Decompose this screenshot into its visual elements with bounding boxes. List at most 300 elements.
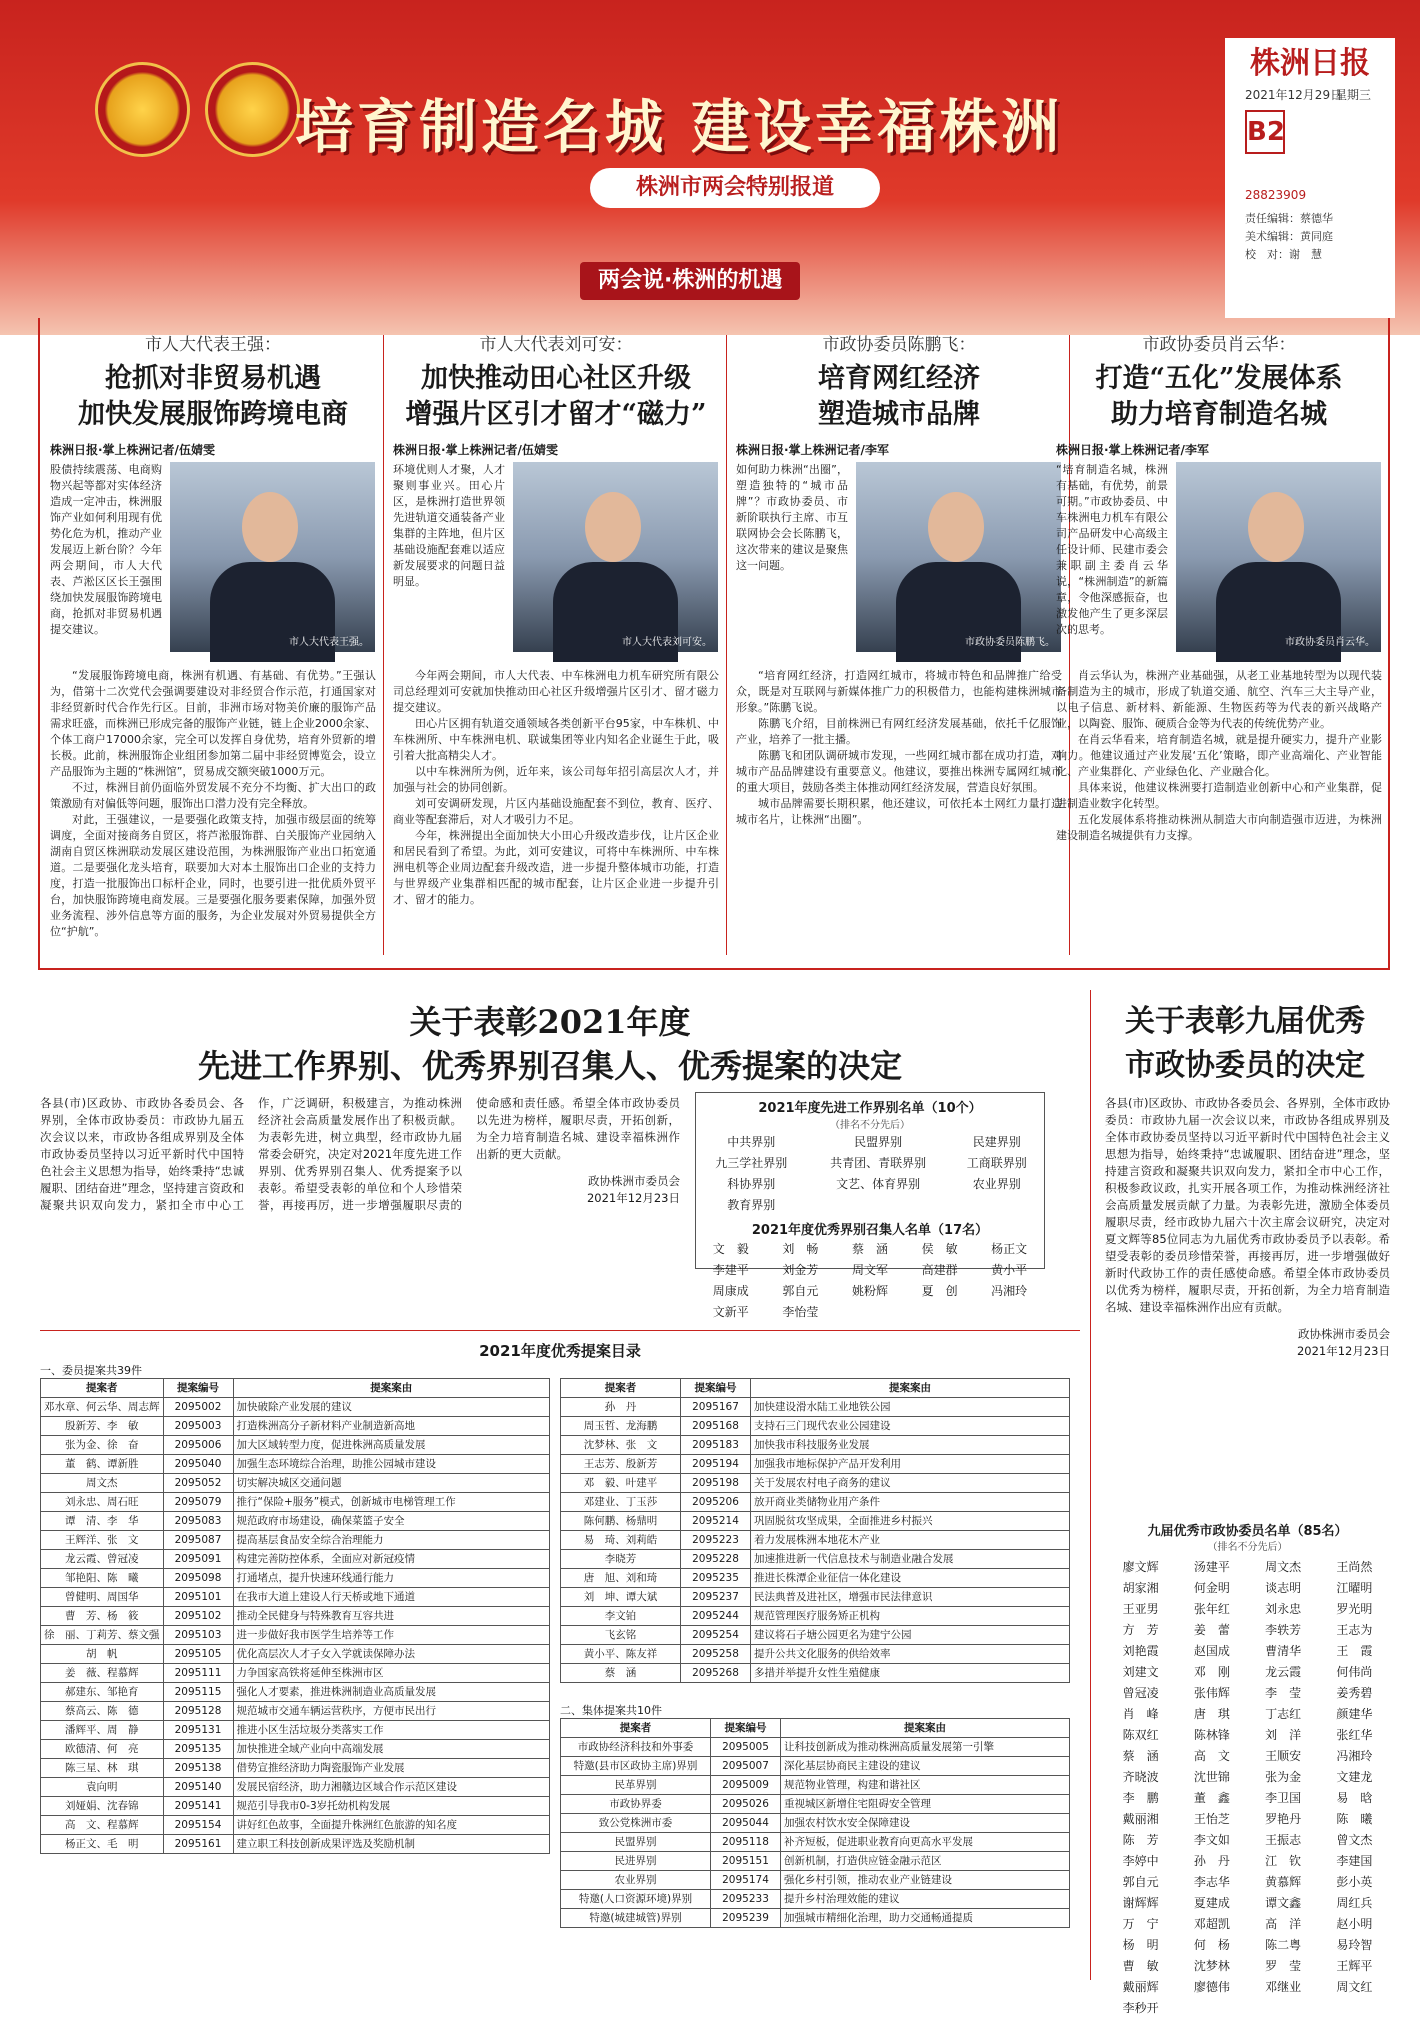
list-1-note: （排名不分先后） <box>830 1120 910 1131</box>
honoree-row-cell: 龙云霞 <box>1265 1665 1302 1679</box>
honoree-row-cell: 李 莹 <box>1265 1686 1302 1700</box>
honoree-row-cell: 罗艳丹 <box>1265 1812 1302 1826</box>
table-row-cell: 2095258 <box>681 1645 751 1664</box>
table-row <box>561 1645 1070 1664</box>
honoree-row-cell: 王尚然 <box>1336 1560 1373 1574</box>
table-row-cell: 支持石三门现代农业公园建设 <box>751 1417 1070 1436</box>
article-byline: 株洲日报·掌上株洲记者/伍婧雯 <box>50 443 215 457</box>
table-row <box>561 1417 1070 1436</box>
honoree-row <box>1105 1787 1390 1808</box>
honoree-row-cell: 李志华 <box>1193 1875 1230 1889</box>
list-1-row <box>696 1131 1044 1152</box>
table-row-cell: 2095151 <box>711 1852 781 1871</box>
table-row-cell: 徐 丽、丁莉芳、蔡文强 <box>41 1626 164 1645</box>
honoree-row-cell: 曹清华 <box>1265 1644 1302 1658</box>
article-kicker: 市政协委员肖云华： <box>1142 335 1296 355</box>
list-1-title: 2021年度先进工作界别名单（10个） <box>758 1101 982 1116</box>
proofreader-credit: 校 对：谢 慧 <box>1245 248 1322 261</box>
honoree-row-cell: 郭自元 <box>1122 1875 1159 1889</box>
table-row-cell: 构建完善防控体系，全面应对新冠疫情 <box>233 1550 550 1569</box>
table-row-cell: 刘永忠、周石旺 <box>41 1493 164 1512</box>
table-row-cell: 力争国家高铁将延伸至株洲市区 <box>233 1664 550 1683</box>
list-2-row-cell: 刘金芳 <box>782 1263 819 1277</box>
table-row <box>561 1664 1070 1683</box>
honoree-row-cell: 王顺安 <box>1265 1749 1302 1763</box>
col-header-number: 提案编号 <box>163 1379 233 1398</box>
section-2-heading: 二、集体提案共10件 <box>560 1704 662 1717</box>
honoree-row-cell: 文建龙 <box>1336 1770 1373 1784</box>
article-paragraph: 具体来说，他建议株洲要打造制造业创新中心和产业集群，促进制造业数字化转型。 <box>1056 781 1382 810</box>
article-kicker: 市人大代表刘可安： <box>479 335 633 355</box>
table-row-cell: 邓 毅、叶建平 <box>561 1474 681 1493</box>
table-row-cell: 深化基层协商民主建设的建议 <box>781 1757 1070 1776</box>
list-1-row-cell: 共青团、青联界别 <box>830 1156 927 1170</box>
list-1-row-cell: 民建界别 <box>972 1135 1021 1149</box>
table-row-cell: 2095118 <box>711 1833 781 1852</box>
table-row <box>41 1417 550 1436</box>
honoree-row-cell: 罗 莹 <box>1265 1959 1302 1973</box>
table-row <box>41 1607 550 1626</box>
article-paragraph: 五化发展体系将推动株洲从制造大市向制造强市迈进，为株洲建设制造名城提供有力支撑。 <box>1056 813 1382 842</box>
list-2-row-cell: 李怡莹 <box>782 1305 819 1319</box>
table-row <box>41 1721 550 1740</box>
table-row-cell: 姜 薇、程慕辉 <box>41 1664 164 1683</box>
table-row-cell: 进一步做好我市医学生培养等工作 <box>233 1626 550 1645</box>
table-row-cell: 2095115 <box>163 1683 233 1702</box>
honoree-row-cell: 江 钦 <box>1265 1854 1302 1868</box>
table-row-cell: 特邀(人口资源环境)界别 <box>561 1890 711 1909</box>
table-row <box>41 1645 550 1664</box>
table-row-cell: 邓水章、何云华、周志辉 <box>41 1398 164 1417</box>
article-body <box>50 668 376 940</box>
article-paragraph: 陈鹏飞介绍，目前株洲已有网红经济发展基础，依托千亿服饰产业，培养了一批主播。 <box>736 717 1062 746</box>
list-1-table <box>696 1131 1044 1215</box>
honoree-row-cell: 刘艳霞 <box>1122 1644 1159 1658</box>
table-row-cell: 规范政府市场建设，确保菜篮子安全 <box>233 1512 550 1531</box>
honoree-row-cell: 曹 敏 <box>1122 1959 1159 1973</box>
table-row <box>561 1512 1070 1531</box>
table-row-cell: 民进界别 <box>561 1852 711 1871</box>
article-title-line-2: 加快发展服饰跨境电商 <box>78 399 348 430</box>
table-row-cell: 推动全民健身与特殊教育互容共进 <box>233 1607 550 1626</box>
table-row-cell: 加大区域转型力度，促进株洲高质量发展 <box>233 1436 550 1455</box>
honoree-row-cell: 曾冠凌 <box>1122 1686 1159 1700</box>
table-row-cell: 2095183 <box>681 1436 751 1455</box>
list-2-row-cell: 姚粉辉 <box>851 1284 888 1298</box>
honoree-row-cell: 杨 明 <box>1122 1938 1159 1952</box>
table-row <box>41 1550 550 1569</box>
table-row-cell: 2095198 <box>681 1474 751 1493</box>
list-2-row-cell: 文 毅 <box>712 1242 749 1256</box>
table-row-cell: 飞玄铭 <box>561 1626 681 1645</box>
page-header <box>0 0 1420 335</box>
table-row-cell: 2095131 <box>163 1721 233 1740</box>
page-headline: 培育制造名城 建设幸福株洲 <box>295 93 1064 161</box>
honoree-row-cell: 李轶芳 <box>1265 1623 1302 1637</box>
table-row <box>41 1816 550 1835</box>
table-row-cell: 加快我市科技服务业发展 <box>751 1436 1070 1455</box>
table-row-cell: 提升公共文化服务的供给效率 <box>751 1645 1070 1664</box>
table-row-cell: 市政协经济科技和外事委 <box>561 1738 711 1757</box>
article-title-line-2: 增强片区引才留才“磁力” <box>405 399 707 430</box>
column-divider <box>726 335 727 955</box>
table-row <box>561 1757 1070 1776</box>
table-row <box>41 1683 550 1702</box>
honoree-row-cell: 姜秀碧 <box>1336 1686 1373 1700</box>
article-kicker: 市人大代表王强： <box>145 335 281 355</box>
list-1-row-cell: 科协界别 <box>727 1177 776 1191</box>
table-row-cell: 强化乡村引领，推动农业产业链建设 <box>781 1871 1070 1890</box>
table-row <box>561 1738 1070 1757</box>
honoree-row-cell: 颜建华 <box>1336 1707 1373 1721</box>
table-row <box>41 1702 550 1721</box>
honoree-row-cell: 姜 蕾 <box>1193 1623 1230 1637</box>
table-row <box>41 1398 550 1417</box>
hotline-number: 28823909 <box>1245 188 1307 202</box>
article-chen-pengfei <box>736 330 1062 828</box>
list-2-row <box>696 1259 1044 1280</box>
page-number: B2 <box>1245 110 1285 154</box>
table-row <box>41 1512 550 1531</box>
table-row-cell: 邓建业、丁玉莎 <box>561 1493 681 1512</box>
table-row-cell: 让科技创新成为推动株洲高质量发展第一引擎 <box>781 1738 1070 1757</box>
table-row <box>561 1909 1070 1928</box>
honoree-row-cell: 彭小英 <box>1336 1875 1373 1889</box>
table-row-cell: 2095040 <box>163 1455 233 1474</box>
article-kicker: 市政协委员陈鹏飞： <box>822 335 976 355</box>
honoree-row-cell: 何 杨 <box>1193 1938 1230 1952</box>
honoree-row-cell: 江曜明 <box>1336 1581 1373 1595</box>
table-row <box>561 1833 1070 1852</box>
article-body <box>736 668 1062 828</box>
table-row-cell: 李晓芳 <box>561 1550 681 1569</box>
table-row-cell: 发展民宿经济，助力湘赣边区域合作示范区建设 <box>233 1778 550 1797</box>
table-row-cell: 建立职工科技创新成果评选及奖励机制 <box>233 1835 550 1854</box>
list-1-row-cell: 九三学社界别 <box>715 1156 788 1170</box>
list-2-row-cell <box>835 1301 905 1322</box>
list-1-row-cell: 工商联界别 <box>966 1156 1027 1170</box>
table-row <box>41 1436 550 1455</box>
list-2-row-cell: 杨正文 <box>991 1242 1028 1256</box>
col-header-proposer: 提案者 <box>561 1719 711 1738</box>
honoree-row-cell: 万 宁 <box>1122 1917 1159 1931</box>
honoree-row-cell: 方 芳 <box>1122 1623 1159 1637</box>
table-row <box>41 1531 550 1550</box>
list-1-row <box>696 1152 1044 1173</box>
honoree-row-cell: 易玲智 <box>1336 1938 1373 1952</box>
honoree-row-cell: 王怡芝 <box>1193 1812 1230 1826</box>
honoree-row-cell: 高 文 <box>1193 1749 1230 1763</box>
photo-caption: 市人大代表王强。 <box>289 637 369 648</box>
honoree-row-cell: 汤建平 <box>1193 1560 1230 1574</box>
table-row-cell: 2095135 <box>163 1740 233 1759</box>
honoree-row-cell: 李婷中 <box>1122 1854 1159 1868</box>
honoree-row <box>1105 1955 1390 1976</box>
list-2-row-cell: 周文军 <box>851 1263 888 1277</box>
table-row <box>41 1493 550 1512</box>
award-lists <box>695 1092 1045 1319</box>
list-2-row <box>696 1238 1044 1259</box>
table-row <box>561 1626 1070 1645</box>
list-1-row-cell: 民盟界别 <box>854 1135 903 1149</box>
table-row-cell: 2095239 <box>711 1909 781 1928</box>
honoree-row-cell: 刘永忠 <box>1265 1602 1302 1616</box>
table-row <box>41 1740 550 1759</box>
table-row <box>561 1814 1070 1833</box>
section-tag: 两会说·株洲的机遇 <box>580 262 800 300</box>
honoree-row-cell: 周文红 <box>1336 1980 1373 1994</box>
honoree-row-cell: 王志为 <box>1336 1623 1373 1637</box>
honoree-row <box>1105 1577 1390 1598</box>
table-row-cell: 张为金、徐 奋 <box>41 1436 164 1455</box>
honoree-row-cell: 谈志明 <box>1265 1581 1302 1595</box>
decision-1-signer: 政协株洲市委员会 <box>588 1174 680 1188</box>
honoree-row-cell: 何金明 <box>1193 1581 1230 1595</box>
table-row-cell: 潘辉平、周 静 <box>41 1721 164 1740</box>
table-row-cell: 规范管理医疗服务矫正机构 <box>751 1607 1070 1626</box>
table-row-cell: 2095228 <box>681 1550 751 1569</box>
table-row-cell: 2095244 <box>681 1607 751 1626</box>
table-row-cell: 2095002 <box>163 1398 233 1417</box>
honoree-row <box>1105 1556 1390 1577</box>
honoree-row-cell: 曾文杰 <box>1336 1833 1373 1847</box>
honoree-row <box>1105 1808 1390 1829</box>
honoree-row <box>1105 1850 1390 1871</box>
honoree-row <box>1105 1829 1390 1850</box>
portrait-photo <box>513 462 718 652</box>
table-row <box>561 1607 1070 1626</box>
honoree-row-cell: 刘建文 <box>1122 1665 1159 1679</box>
table-row-cell: 关于发展农村电子商务的建议 <box>751 1474 1070 1493</box>
table-row <box>561 1398 1070 1417</box>
article-paragraph: 对此，王强建议，一是要强化政策支持，加强市级层面的统筹调度，全面对接商务自贸区，将芦淞服饰群、白关服饰产业园纳入湖南自贸区株洲联动发展区建设范围，为株洲服饰产业出口拓宽通道。二是要强化龙头培育，联要加大对本土服饰出口企业的支持力度，打造一批服饰出口标杆企业，同时，也要引进一批优质外贸平台，加快服饰跨境电商发展。三是要强化服务要素保障，加强外贸业务流程、涉外信息等方面的服务，为企业发展对外贸易提供全方位“护航”。 <box>50 813 376 938</box>
table-row-cell: 2095167 <box>681 1398 751 1417</box>
table-row <box>561 1531 1070 1550</box>
table-row <box>561 1455 1070 1474</box>
table-row-cell: 特邀(县市区政协主席)界别 <box>561 1757 711 1776</box>
honoree-row-cell: 张为金 <box>1265 1770 1302 1784</box>
collective-proposals-table <box>560 1718 1070 1928</box>
table-row-cell: 2095140 <box>163 1778 233 1797</box>
portrait-photo <box>856 462 1061 652</box>
article-lead: “培育制造名城，株洲有基础，有优势，前景可期。”市政协委员、中车株洲电力机车有限公司产品研发中心高级主任设计师、民建市委会兼职副主委肖云华说，“株洲制造”的新篇章，令他深感振奋，也激发他产生了更多深层次的思考。 <box>1056 463 1168 636</box>
table-row <box>561 1550 1070 1569</box>
table-row-cell: 在我市大道上建设人行天桥或地下通道 <box>233 1588 550 1607</box>
table-row-cell: 2095235 <box>681 1569 751 1588</box>
list-2-row-cell: 周康成 <box>712 1284 749 1298</box>
table-row-cell: 2095091 <box>163 1550 233 1569</box>
table-row <box>41 1778 550 1797</box>
table-row-cell: 强化人才要素，推进株洲制造业高质量发展 <box>233 1683 550 1702</box>
special-report-banner: 株洲市两会特别报道 <box>590 168 880 208</box>
table-row <box>561 1569 1070 1588</box>
honoree-row-cell: 刘 洋 <box>1265 1728 1302 1742</box>
article-byline: 株洲日报·掌上株洲记者/李军 <box>736 443 889 457</box>
table-row-cell: 打通堵点，提升快速环线通行能力 <box>233 1569 550 1588</box>
column-divider <box>1090 990 1091 1980</box>
table-row-cell: 借势宣推经济助力陶瓷服饰产业发展 <box>233 1759 550 1778</box>
table-row-cell: 打造株洲高分子新材料产业制造新高地 <box>233 1417 550 1436</box>
table-row-cell: 2095098 <box>163 1569 233 1588</box>
table-row-cell: 胡 帆 <box>41 1645 164 1664</box>
honoree-row <box>1105 1703 1390 1724</box>
table-row-cell: 高 文、程慕辉 <box>41 1816 164 1835</box>
list-2-row-cell: 侯 敏 <box>921 1242 958 1256</box>
table-row-cell: 2095101 <box>163 1588 233 1607</box>
table-row <box>561 1871 1070 1890</box>
table-row-cell: 李文铂 <box>561 1607 681 1626</box>
table-row <box>561 1588 1070 1607</box>
column-divider <box>383 335 384 955</box>
table-row-cell: 2095237 <box>681 1588 751 1607</box>
newspaper-name: 株洲日报 <box>1250 46 1370 81</box>
table-row-cell: 2095005 <box>711 1738 781 1757</box>
article-paragraph: 陈鹏飞和团队调研城市发现，一些网红城市都在成功打造，对城市产品品牌建设有重要意义。他建议，要推出株洲专属网红城市的重大项目，鼓励各类主体推动网红经济发展，营造良好氛围。 <box>736 749 1062 794</box>
honoree-row-cell: 陈林锋 <box>1193 1728 1230 1742</box>
honoree-row-cell: 沈世锦 <box>1193 1770 1230 1784</box>
table-row-cell: 2095105 <box>163 1645 233 1664</box>
list-2-row-cell <box>974 1301 1044 1322</box>
honoree-row <box>1105 1976 1390 1997</box>
table-row-cell: 2095009 <box>711 1776 781 1795</box>
article-lead: 环境优则人才聚，人才聚则事业兴。田心片区，是株洲打造世界领先进轨道交通装备产业集群的主阵地，但片区基础设施配套难以适应新发展要求的问题日益明显。 <box>393 463 505 588</box>
list-2-table <box>696 1238 1044 1322</box>
table-row-cell: 民法典普及进社区，增强市民法律意识 <box>751 1588 1070 1607</box>
list-1-row-cell <box>950 1194 1044 1215</box>
honoree-row-cell <box>1319 1997 1390 2018</box>
table-row-cell: 唐 旭、刘和琦 <box>561 1569 681 1588</box>
article-body <box>1056 668 1382 844</box>
honoree-row <box>1105 1892 1390 1913</box>
table-row-cell: 民盟界别 <box>561 1833 711 1852</box>
table-row <box>561 1795 1070 1814</box>
table-row-cell: 蔡高云、陈 德 <box>41 1702 164 1721</box>
article-paragraph: 肖云华认为，株洲产业基础强，从老工业基地转型为以现代装备制造为主的城市，形成了轨道交通、航空、汽车三大主导产业，以电子信息、新材料、新能源、生物医药等为代表的新兴战略产业，以陶瓷、服饰、硬质合金等为代表的传统优势产业。 <box>1056 669 1382 730</box>
honoree-row-cell: 张年红 <box>1193 1602 1230 1616</box>
table-row-cell: 2095233 <box>711 1890 781 1909</box>
honoree-list-note: （排名不分先后） <box>1207 1542 1288 1553</box>
honoree-row-cell: 陈 芳 <box>1122 1833 1159 1847</box>
table-row <box>561 1436 1070 1455</box>
honoree-row <box>1105 1619 1390 1640</box>
list-1-row-cell: 文艺、体育界别 <box>836 1177 921 1191</box>
decision-2-title-line-1: 关于表彰九届优秀 <box>1125 1004 1365 1039</box>
article-body <box>393 668 719 908</box>
honoree-row-cell: 唐 琪 <box>1193 1707 1230 1721</box>
table-row-cell: 加强农村饮水安全保障建设 <box>781 1814 1070 1833</box>
article-paragraph: “培育网红经济，打造网红城市，将城市特色和品牌推广给受众，既是对互联网与新媒体推广力的积极借力，也能构建株洲城市形象。”陈鹏飞说。 <box>736 669 1062 714</box>
honoree-row-cell <box>1248 1997 1319 2018</box>
decision-1-title-line-2: 先进工作界别、优秀界别召集人、优秀提案的决定 <box>197 1047 902 1085</box>
honoree-row-cell: 陈 曦 <box>1336 1812 1373 1826</box>
table-row-cell: 2095128 <box>163 1702 233 1721</box>
list-2-row-cell: 郭自元 <box>782 1284 819 1298</box>
table-row-cell: 郝建东、邹艳育 <box>41 1683 164 1702</box>
table-row-cell: 创新机制，打造供应链金融示范区 <box>781 1852 1070 1871</box>
honoree-row-cell: 董 鑫 <box>1193 1791 1230 1805</box>
section-divider <box>40 1330 1080 1331</box>
honoree-row-cell: 廖德伟 <box>1193 1980 1230 1994</box>
honoree-row-cell: 戴丽辉 <box>1122 1980 1159 1994</box>
proposals-title: 2021年度优秀提案目录 <box>479 1342 641 1360</box>
article-paragraph: “发展服饰跨境电商，株洲有机遇、有基础、有优势。”王强认为，借第十二次党代会强调要建设对非经贸合作示范，打通国家对非经贸新时代合作先行区。目前，非洲市场对物美价廉的服饰产品需求旺盛，而株洲已形成完备的服饰产业链，链上企业2000余家、个体工商户17000余家，完全可以发挥自身优势，培育外贸新的增长极。此前，株洲服饰企业组团参加第二届中非经贸博览会，设立产品服饰为主题的“株洲馆”，贸易成交额突破1000万元。 <box>50 669 376 778</box>
article-title-line-1: 培育网红经济 <box>818 363 980 394</box>
table-row <box>41 1474 550 1493</box>
cppcc-emblem-icon <box>205 62 300 157</box>
table-row-cell: 致公党株洲市委 <box>561 1814 711 1833</box>
honoree-row-cell <box>1176 1997 1247 2018</box>
table-row-cell: 2095161 <box>163 1835 233 1854</box>
honoree-row-cell: 孙 丹 <box>1193 1854 1230 1868</box>
article-paragraph: 今年两会期间，市人大代表、中车株洲电力机车研究所有限公司总经理刘可安就加快推动田心社区升级增强片区引才、留才磁力提交建议。 <box>393 669 719 714</box>
table-row-cell: 董 鹤、谭新胜 <box>41 1455 164 1474</box>
list-2-row-cell: 文新平 <box>712 1305 749 1319</box>
table-row-cell: 蔡 涵 <box>561 1664 681 1683</box>
article-paragraph: 田心片区拥有轨道交通领域各类创新平台95家，中车株机、中车株洲所、中车株洲电机、联诚集团等业内知名企业诞生于此，吸引着大批高精尖人才。 <box>393 717 719 762</box>
table-row-cell: 巩固脱贫攻坚成果，全面推进乡村振兴 <box>751 1512 1070 1531</box>
table-row-cell: 王志芳、殷新芳 <box>561 1455 681 1474</box>
table-row-cell: 规范物业管理，构建和谐社区 <box>781 1776 1070 1795</box>
honoree-row-cell: 沈梦林 <box>1193 1959 1230 1973</box>
honoree-row <box>1105 1766 1390 1787</box>
table-row-cell: 刘娅娟、沈春锦 <box>41 1797 164 1816</box>
table-row-cell: 规范引导我市0-3岁托幼机构发展 <box>233 1797 550 1816</box>
honoree-row <box>1105 1661 1390 1682</box>
table-row-cell: 孙 丹 <box>561 1398 681 1417</box>
honoree-row-cell: 陈双红 <box>1122 1728 1159 1742</box>
article-wang-qiang <box>50 330 376 940</box>
honoree-row-cell: 邓 刚 <box>1193 1665 1230 1679</box>
list-1-row-cell: 农业界别 <box>972 1177 1021 1191</box>
honoree-list-title: 九届优秀市政协委员名单（85名） <box>1147 1524 1348 1539</box>
article-paragraph: 刘可安调研发现，片区内基础设施配套不到位，教育、医疗、商业等配套滞后，对人才吸引力不足。 <box>393 797 719 826</box>
decision-2-title-line-2: 市政协委员的决定 <box>1125 1048 1365 1083</box>
article-lead: 股债持续震荡、电商购物兴起等都对实体经济造成一定冲击，株洲服饰产业如何利用现有优势化危为机，推动产业发展迈上新台阶？今年两会期间，市人大代表、芦淞区区长王强围绕加快发展服饰跨境电商，抢抓对非贸易机遇提交建议。 <box>50 463 162 636</box>
honoree-row-cell: 夏建成 <box>1193 1896 1230 1910</box>
table-row-cell: 2095154 <box>163 1816 233 1835</box>
table-row-cell: 市政协界委 <box>561 1795 711 1814</box>
honoree-row-cell: 王 霞 <box>1336 1644 1373 1658</box>
table-row-cell: 2095111 <box>163 1664 233 1683</box>
article-paragraph: 城市品牌需要长期积累，他还建议，可依托本土网红力量打造城市名片，让株洲“出圈”。 <box>736 797 1062 826</box>
honoree-row-cell: 齐晓波 <box>1122 1770 1159 1784</box>
honoree-row-cell: 易 晗 <box>1336 1791 1373 1805</box>
table-row-cell: 周文杰 <box>41 1474 164 1493</box>
article-title-line-1: 加快推动田心社区升级 <box>421 363 691 394</box>
table-row-cell: 2095007 <box>711 1757 781 1776</box>
table-row-cell: 2095206 <box>681 1493 751 1512</box>
table-row-cell: 重视城区新增住宅阻碍安全管理 <box>781 1795 1070 1814</box>
honoree-row-cell: 廖文辉 <box>1122 1560 1159 1574</box>
honoree-row-cell: 谭文鑫 <box>1265 1896 1302 1910</box>
list-2-row-cell: 刘 畅 <box>782 1242 819 1256</box>
article-lead: 如何助力株洲“出圈”，塑造独特的“城市品牌”？市政协委员、市新阶联执行主席、市互联网协会会长陈鹏飞，这次带来的建议是聚焦这一问题。 <box>736 463 848 572</box>
table-row-cell: 2095083 <box>163 1512 233 1531</box>
designer-credit: 美术编辑：黄同庭 <box>1245 230 1333 243</box>
list-1-row <box>696 1173 1044 1194</box>
table-row-cell: 优化高层次人才子女入学就读保障办法 <box>233 1645 550 1664</box>
honoree-row-cell: 黄慕辉 <box>1265 1875 1302 1889</box>
table-row-cell: 2095044 <box>711 1814 781 1833</box>
article-paragraph: 在肖云华看来，培育制造名城，就是提升硬实力，提升产业影响力。他建议通过产业发展‘五化’策略，即产业高端化、产业智能化、产业集群化、产业绿色化、产业融合化。 <box>1056 733 1382 778</box>
article-title-line-1: 打造“五化”发展体系 <box>1095 363 1343 394</box>
table-row <box>561 1474 1070 1493</box>
honoree-row-cell: 王辉平 <box>1336 1959 1373 1973</box>
honoree-row-cell: 王振志 <box>1265 1833 1302 1847</box>
table-row-cell: 欧德清、何 亮 <box>41 1740 164 1759</box>
table-row-cell: 切实解决城区交通问题 <box>233 1474 550 1493</box>
table-row-cell: 2095103 <box>163 1626 233 1645</box>
